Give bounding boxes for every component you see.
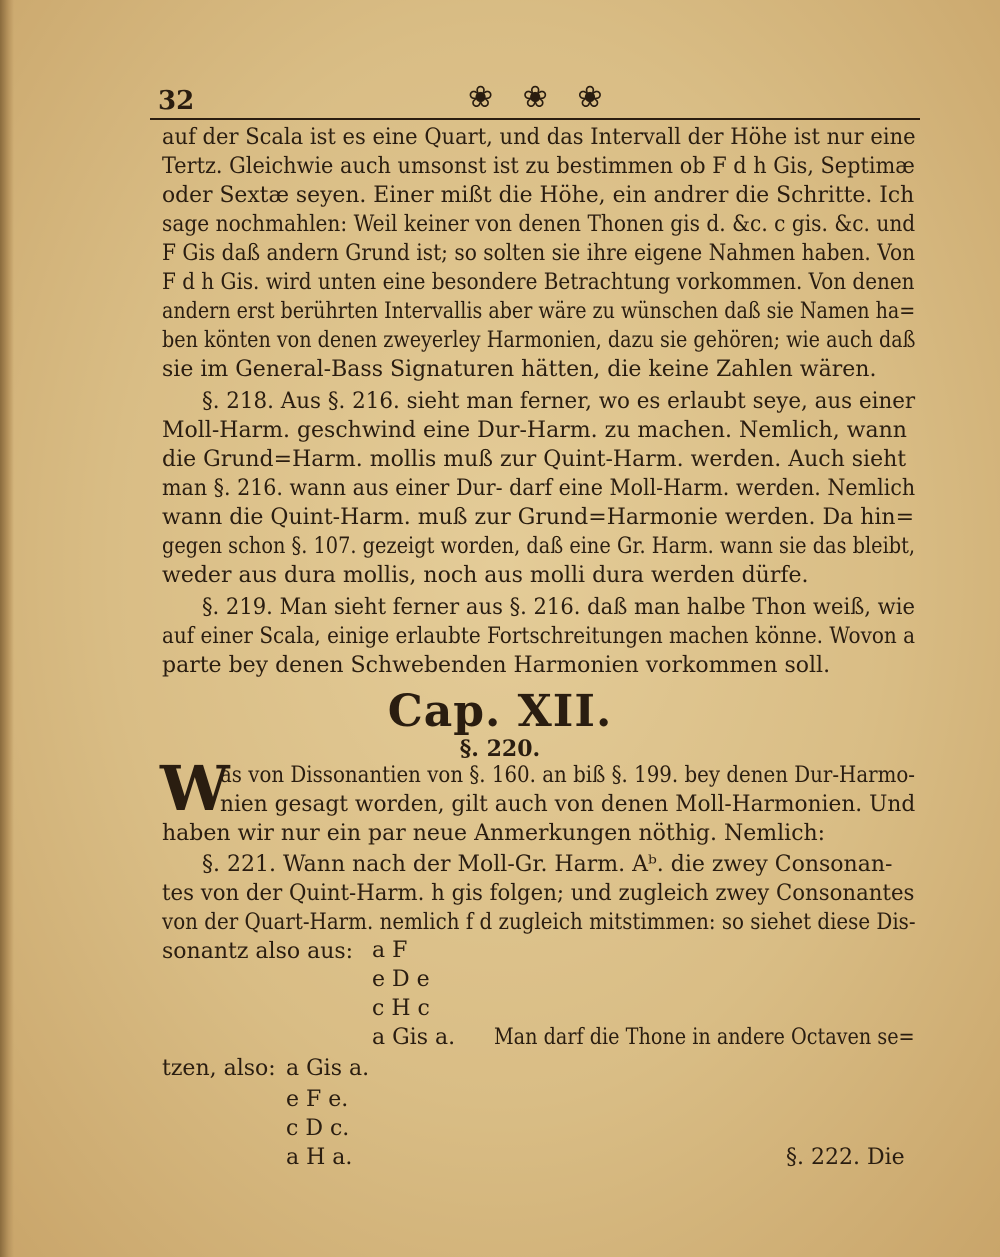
header-ornament: ❀ ❀ ❀ <box>468 80 613 115</box>
notation-row: c H c <box>372 996 430 1021</box>
notation-row: a Gis a. <box>286 1056 370 1081</box>
text-line: auf einer Scala, einige erlaubte Fortschreitungen machen könne. Wovon a <box>162 624 916 649</box>
text-line: weder aus dura mollis, noch aus molli dura werden dürfe. <box>162 563 809 588</box>
text-line: wann die Quint-Harm. muß zur Grund=Harmonie werden. Da hin= <box>162 505 915 530</box>
notation-row: e F e. <box>286 1087 349 1112</box>
notation-row: a F <box>372 938 408 963</box>
text-line: as von Dissonantien von §. 160. an biß §. 199. bey denen Dur-Harmo- <box>220 763 915 788</box>
text-line: Man darf die Thone in andere Octaven se= <box>494 1025 915 1050</box>
text-line: §. 221. Wann nach der Moll-Gr. Harm. Aᵇ. die zwey Consonan- <box>202 852 893 877</box>
text-line: Tertz. Gleichwie auch umsonst ist zu bestimmen ob F d h Gis, Septimæ <box>162 154 915 179</box>
text-line: §. 218. Aus §. 216. sieht man ferner, wo es erlaubt seye, aus einer <box>202 389 916 414</box>
drop-cap-initial: W <box>160 752 230 825</box>
text-line: F d h Gis. wird unten eine besondere Betrachtung vorkommen. Von denen <box>162 270 915 295</box>
text-line: andern erst berührten Intervallis aber wäre zu wünschen daß sie Namen ha= <box>162 299 916 324</box>
text-line: F Gis daß andern Grund ist; so solten sie ihre eigene Nahmen haben. Von <box>162 241 916 266</box>
notation-row: a H a. <box>286 1145 353 1170</box>
page-number: 32 <box>158 86 195 116</box>
text-line: tes von der Quint-Harm. h gis folgen; und zugleich zwey Consonantes <box>162 881 915 906</box>
text-line: haben wir nur ein par neue Anmerkungen nöthig. Nemlich: <box>162 821 826 846</box>
text-line: oder Sextæ seyen. Einer mißt die Höhe, ein andrer die Schritte. Ich <box>162 183 915 208</box>
text-line: parte bey denen Schwebenden Harmonien vorkommen soll. <box>162 653 831 678</box>
text-line: nien gesagt worden, gilt auch von denen Moll-Harmonien. Und <box>220 792 916 817</box>
notation-row: e D e <box>372 967 430 992</box>
text-line: auf der Scala ist es eine Quart, und das Intervall der Höhe ist nur eine <box>162 125 916 150</box>
catchword: §. 222. Die <box>786 1145 905 1170</box>
header-rule <box>150 118 920 120</box>
page-spine-shadow <box>0 0 14 1257</box>
chapter-title: Cap. XII. <box>387 686 613 737</box>
text-line: man §. 216. wann aus einer Dur- darf eine Moll-Harm. werden. Nemlich <box>162 476 916 501</box>
notation-row: a Gis a. <box>372 1025 456 1050</box>
text-line: gegen schon §. 107. gezeigt worden, daß eine Gr. Harm. wann sie das bleibt, <box>162 534 916 559</box>
text-line: sie im General-Bass Signaturen hätten, die keine Zahlen wären. <box>162 357 877 382</box>
text-line: tzen, also: <box>162 1056 276 1081</box>
page-header <box>150 82 920 122</box>
text-line: von der Quart-Harm. nemlich f d zugleich mitstimmen: so siehet diese Dis- <box>162 910 916 935</box>
notation-row: c D c. <box>286 1116 350 1141</box>
text-line: ben könten von denen zweyerley Harmonien, dazu sie gehören; wie auch daß <box>162 328 916 353</box>
text-line: §. 219. Man sieht ferner aus §. 216. daß man halbe Thon weiß, wie <box>202 595 915 620</box>
text-line: sonantz also aus: <box>162 939 354 964</box>
text-line: die Grund=Harm. mollis muß zur Quint-Harm. werden. Auch sieht <box>162 447 907 472</box>
text-line: Moll-Harm. geschwind eine Dur-Harm. zu machen. Nemlich, wann <box>162 418 907 443</box>
text-line: sage nochmahlen: Weil keiner von denen Thonen gis d. &c. c gis. &c. und <box>162 212 916 237</box>
section-number: §. 220. <box>459 736 541 762</box>
